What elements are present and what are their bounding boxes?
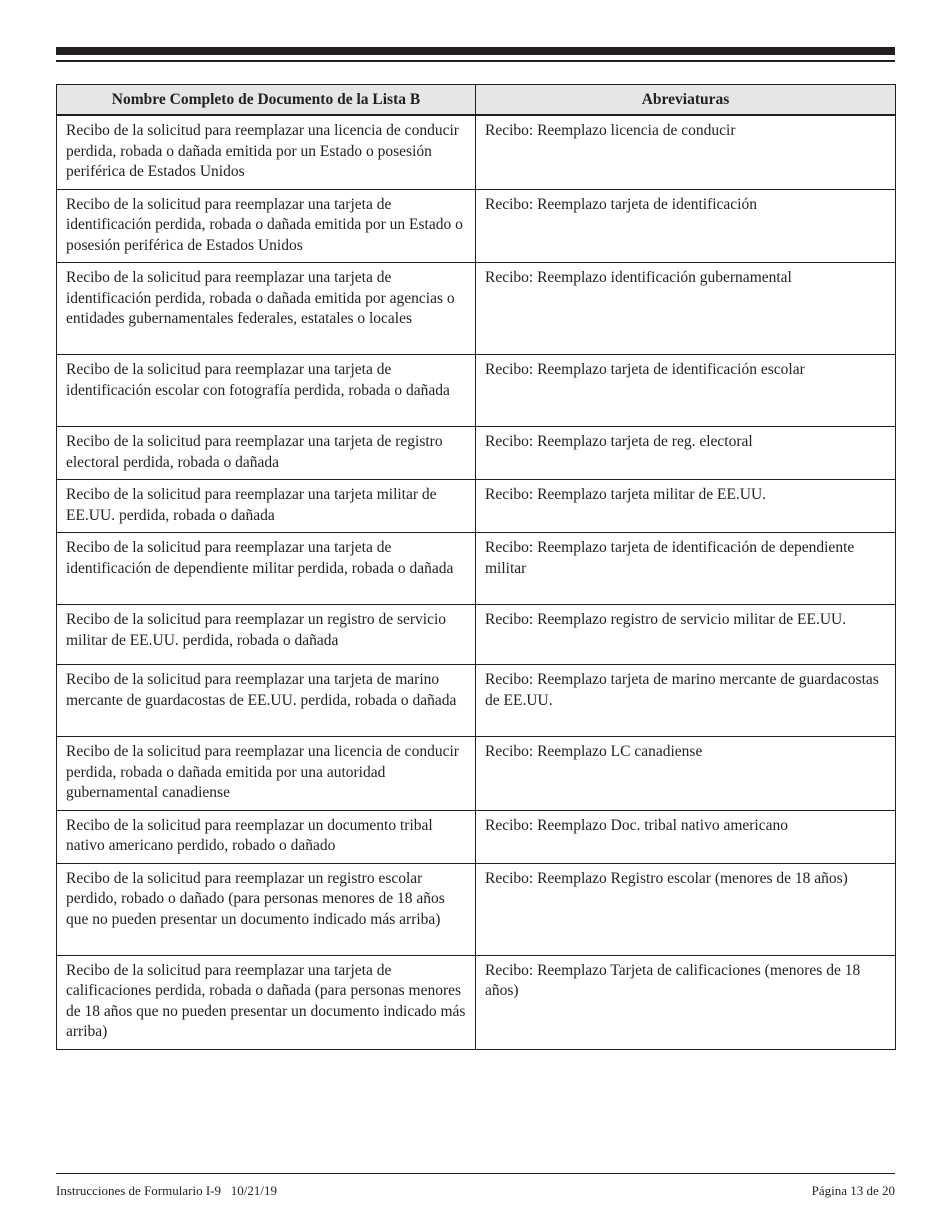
table-header-row	[57, 85, 896, 116]
document-name-cell: Recibo de la solicitud para reemplazar una tarjeta militar de EE.UU. perdida, robada o dañada	[57, 480, 476, 533]
table-row	[57, 189, 896, 263]
table-row	[57, 737, 896, 811]
table-row	[57, 480, 896, 533]
abbreviation-cell: Recibo: Reemplazo tarjeta de identificación de dependiente militar	[476, 533, 896, 605]
abbreviation-cell: Recibo: Reemplazo LC canadiense	[476, 737, 896, 811]
header-thick-rule	[56, 47, 895, 55]
column-header-abbreviations: Abreviaturas	[476, 85, 896, 116]
abbreviation-cell: Recibo: Reemplazo tarjeta militar de EE.UU.	[476, 480, 896, 533]
abbreviation-cell: Recibo: Reemplazo registro de servicio militar de EE.UU.	[476, 605, 896, 665]
document-name-cell: Recibo de la solicitud para reemplazar una tarjeta de identificación perdida, robada o dañada emitida por un Estado o posesión periférica de Estados Unidos	[57, 189, 476, 263]
document-name-cell: Recibo de la solicitud para reemplazar un documento tribal nativo americano perdido, robado o dañado	[57, 810, 476, 863]
column-header-document-name: Nombre Completo de Documento de la Lista B	[57, 85, 476, 116]
abbreviation-cell: Recibo: Reemplazo tarjeta de identificación escolar	[476, 355, 896, 427]
document-name-cell: Recibo de la solicitud para reemplazar una licencia de conducir perdida, robada o dañada emitida por un Estado o posesión periférica de Estados Unidos	[57, 115, 476, 189]
table-row	[57, 665, 896, 737]
document-name-cell: Recibo de la solicitud para reemplazar un registro escolar perdido, robado o dañado (para personas menores de 18 años que no pueden presentar un documento indicado más arriba)	[57, 863, 476, 955]
table-row	[57, 355, 896, 427]
header-thin-rule	[56, 60, 895, 62]
abbreviation-cell: Recibo: Reemplazo tarjeta de marino mercante de guardacostas de EE.UU.	[476, 665, 896, 737]
footer-page-number: Página 13 de 20	[811, 1183, 895, 1198]
document-name-cell: Recibo de la solicitud para reemplazar una tarjeta de identificación escolar con fotografía perdida, robada o dañada	[57, 355, 476, 427]
document-name-cell: Recibo de la solicitud para reemplazar una tarjeta de marino mercante de guardacostas de EE.UU. perdida, robada o dañada	[57, 665, 476, 737]
document-name-cell: Recibo de la solicitud para reemplazar una tarjeta de registro electoral perdida, robada o dañada	[57, 427, 476, 480]
abbreviation-cell: Recibo: Reemplazo tarjeta de identificación	[476, 189, 896, 263]
document-name-cell: Recibo de la solicitud para reemplazar una tarjeta de identificación perdida, robada o dañada emitida por agencias o entidades gubernamentales federales, estatales o locales	[57, 263, 476, 355]
footer-rule	[56, 1173, 895, 1174]
abbreviation-cell: Recibo: Reemplazo Registro escolar (menores de 18 años)	[476, 863, 896, 955]
table-row	[57, 263, 896, 355]
abbreviation-cell: Recibo: Reemplazo licencia de conducir	[476, 115, 896, 189]
abbreviation-cell: Recibo: Reemplazo identificación gubernamental	[476, 263, 896, 355]
document-name-cell: Recibo de la solicitud para reemplazar una tarjeta de identificación de dependiente militar perdida, robada o dañada	[57, 533, 476, 605]
table-row	[57, 605, 896, 665]
abbreviation-cell: Recibo: Reemplazo Doc. tribal nativo americano	[476, 810, 896, 863]
abbreviation-cell: Recibo: Reemplazo Tarjeta de calificaciones (menores de 18 años)	[476, 955, 896, 1049]
list-b-table	[56, 84, 896, 1050]
table-row	[57, 533, 896, 605]
footer-form-info: Instrucciones de Formulario I-9 10/21/19	[56, 1183, 277, 1198]
document-name-cell: Recibo de la solicitud para reemplazar una tarjeta de calificaciones perdida, robada o dañada (para personas menores de 18 años que no pueden presentar un documento indicado más arriba)	[57, 955, 476, 1049]
table-row	[57, 863, 896, 955]
table-row	[57, 427, 896, 480]
document-name-cell: Recibo de la solicitud para reemplazar un registro de servicio militar de EE.UU. perdida, robada o dañada	[57, 605, 476, 665]
table-row	[57, 810, 896, 863]
document-name-cell: Recibo de la solicitud para reemplazar una licencia de conducir perdida, robada o dañada emitida por una autoridad gubernamental canadiense	[57, 737, 476, 811]
table-row	[57, 115, 896, 189]
abbreviation-cell: Recibo: Reemplazo tarjeta de reg. electoral	[476, 427, 896, 480]
table-row	[57, 955, 896, 1049]
